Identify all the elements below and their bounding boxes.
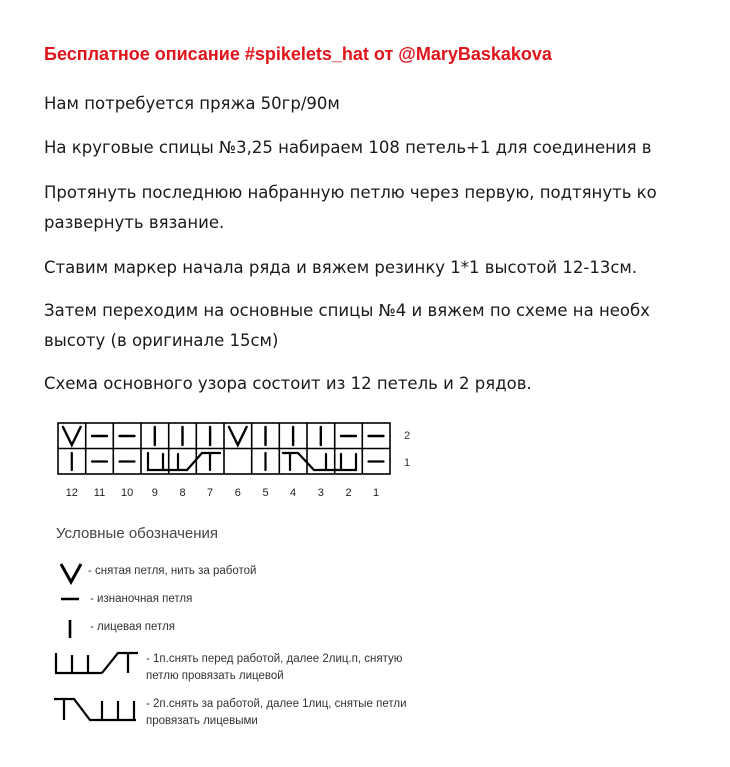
text-line: Затем переходим на основные спицы №4 и вяжем по схеме на необх (44, 301, 650, 320)
row-number: 1 (404, 457, 411, 469)
yarn-paragraph (44, 89, 340, 119)
column-number: 1 (373, 487, 380, 499)
legend-item-cross-right (146, 696, 407, 730)
text-line: Нам потребуется пряжа 50гр/90м (44, 94, 340, 113)
column-number: 4 (290, 487, 297, 499)
legend-item-knit (90, 619, 175, 636)
legend-text: - 2п.снять за работой, далее 1лиц, снятые петли (146, 698, 407, 710)
slip-v-icon (58, 561, 86, 585)
cross-left-icon (52, 649, 142, 677)
column-number: 8 (179, 487, 186, 499)
column-number: 9 (151, 487, 158, 499)
text-line: Протянуть последнюю набранную петлю через первую, подтянуть ко (44, 183, 657, 202)
column-number: 5 (262, 487, 269, 499)
row-number: 2 (404, 430, 411, 442)
rib-paragraph (44, 253, 637, 283)
column-number: 2 (345, 487, 352, 499)
column-number: 10 (120, 487, 134, 499)
legend-text: петлю провязать лицевой (146, 670, 284, 682)
column-number: 6 (234, 487, 241, 499)
legend-text: - изнаночная петля (90, 593, 193, 605)
legend-text: - лицевая петля (90, 621, 176, 633)
column-number: 7 (207, 487, 214, 499)
legend-item-slip (88, 563, 256, 580)
text-line: Ставим маркер начала ряда и вяжем резинку 1*1 высотой 12-13см. (44, 258, 638, 277)
column-numbers (66, 487, 379, 499)
cast-on-paragraph (44, 133, 652, 163)
knitting-chart (50, 418, 430, 508)
text-line: Схема основного узора состоит из 12 петель и 2 рядов. (44, 374, 532, 393)
legend-text: провязать лицевыми (146, 715, 258, 727)
cross-right-icon (52, 694, 142, 724)
knit-bar-icon (62, 617, 78, 641)
column-number: 11 (93, 487, 106, 499)
text-line: На круговые спицы №3,25 набираем 108 петель+1 для соединения в (44, 138, 652, 157)
pattern-paragraph (44, 369, 532, 399)
legend-text: - снятая петля, нить за работой (88, 565, 257, 577)
purl-dash-icon (58, 592, 84, 606)
join-paragraph (44, 178, 657, 238)
legend-item-cross-left (146, 651, 402, 685)
main-needles-paragraph (44, 296, 650, 356)
column-number: 3 (317, 487, 324, 499)
text-line: высоту (в оригинале 15см) (44, 331, 279, 350)
legend-item-purl (90, 591, 192, 608)
legend-title: Условные обозначения (56, 525, 219, 542)
page-title: Бесплатное описание #spikelets_hat от @MaryBaskakova (44, 44, 552, 64)
column-number: 12 (65, 487, 78, 499)
legend-text: - 1п.снять перед работой, далее 2лиц.п, снятую (146, 653, 403, 665)
chart-row-1 (72, 453, 384, 470)
text-line: развернуть вязание. (44, 213, 225, 232)
